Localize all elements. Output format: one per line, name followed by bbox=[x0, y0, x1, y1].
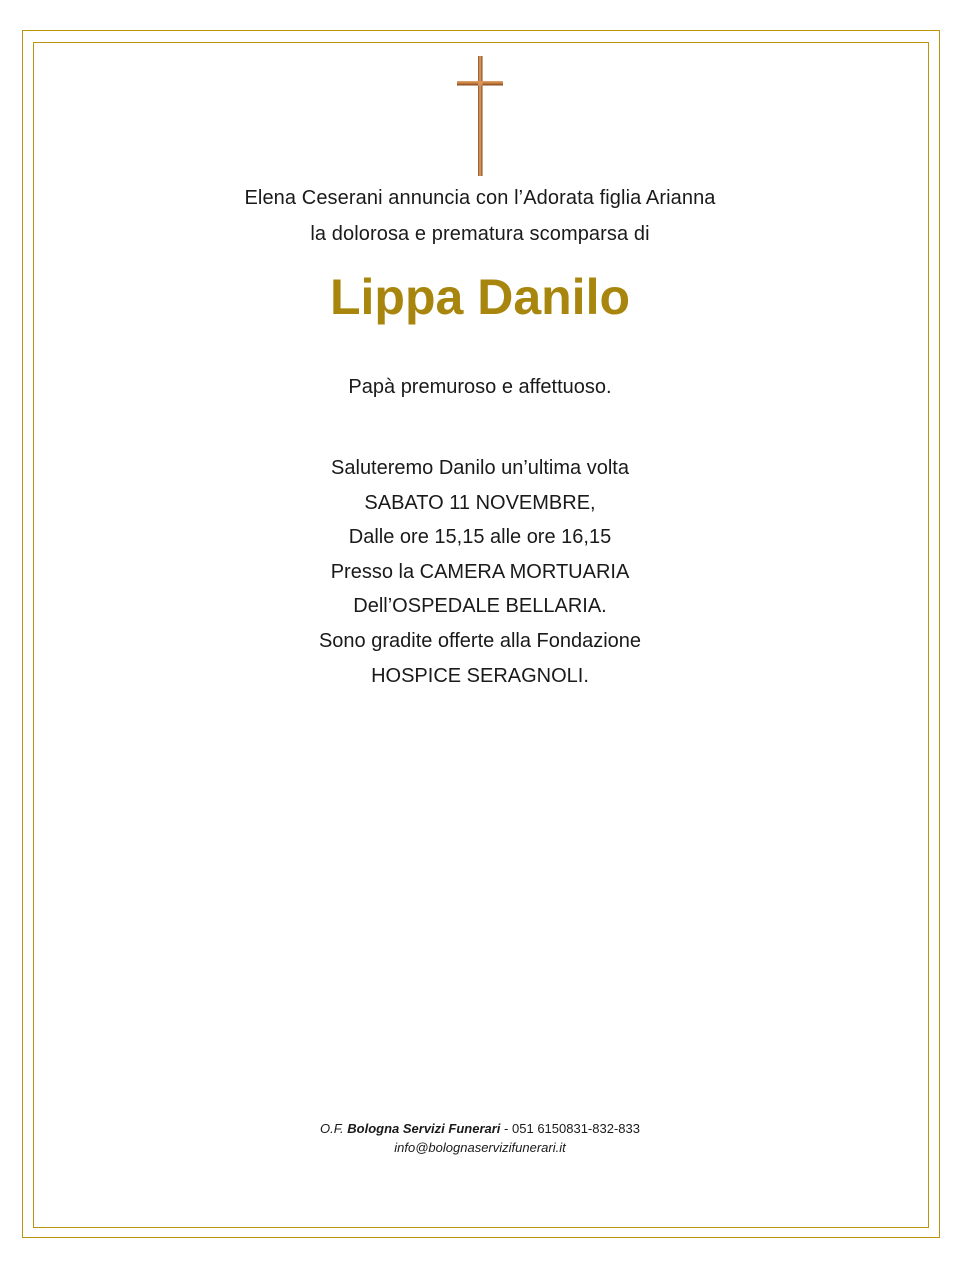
footer-contact-line bbox=[0, 1119, 960, 1138]
announcement-line-2: la dolorosa e prematura scomparsa di bbox=[310, 223, 650, 245]
details-line: Dalle ore 15,15 alle ore 16,15 bbox=[348, 526, 612, 549]
tribute-line: Papà premuroso e affettuoso. bbox=[348, 376, 612, 398]
cross-icon bbox=[456, 56, 504, 176]
footer-separator: - bbox=[504, 1121, 509, 1136]
details-line: HOSPICE SERAGNOLI. bbox=[371, 664, 589, 687]
footer-prefix: O.F. bbox=[320, 1121, 344, 1136]
details-line: Dell’OSPEDALE BELLARIA. bbox=[353, 595, 607, 618]
footer-email[interactable]: info@bolognaservizifunerari.it bbox=[394, 1140, 566, 1155]
deceased-name: Lippa Danilo bbox=[330, 269, 630, 325]
details-line: Saluteremo Danilo un’ultima volta bbox=[331, 457, 629, 479]
details-line: Sono gradite offerte alla Fondazione bbox=[318, 629, 642, 652]
footer-brand: Bologna Servizi Funerari bbox=[347, 1121, 501, 1136]
details-line: SABATO 11 NOVEMBRE, bbox=[364, 491, 596, 514]
details-line: Presso la CAMERA MORTUARIA bbox=[330, 560, 630, 583]
footer bbox=[0, 1119, 960, 1157]
footer-phone: 051 6150831-832-833 bbox=[512, 1121, 640, 1136]
service-details bbox=[0, 455, 960, 697]
announcement-line-1: Elena Ceserani annuncia con l’Adorata figlia Arianna bbox=[244, 187, 716, 209]
